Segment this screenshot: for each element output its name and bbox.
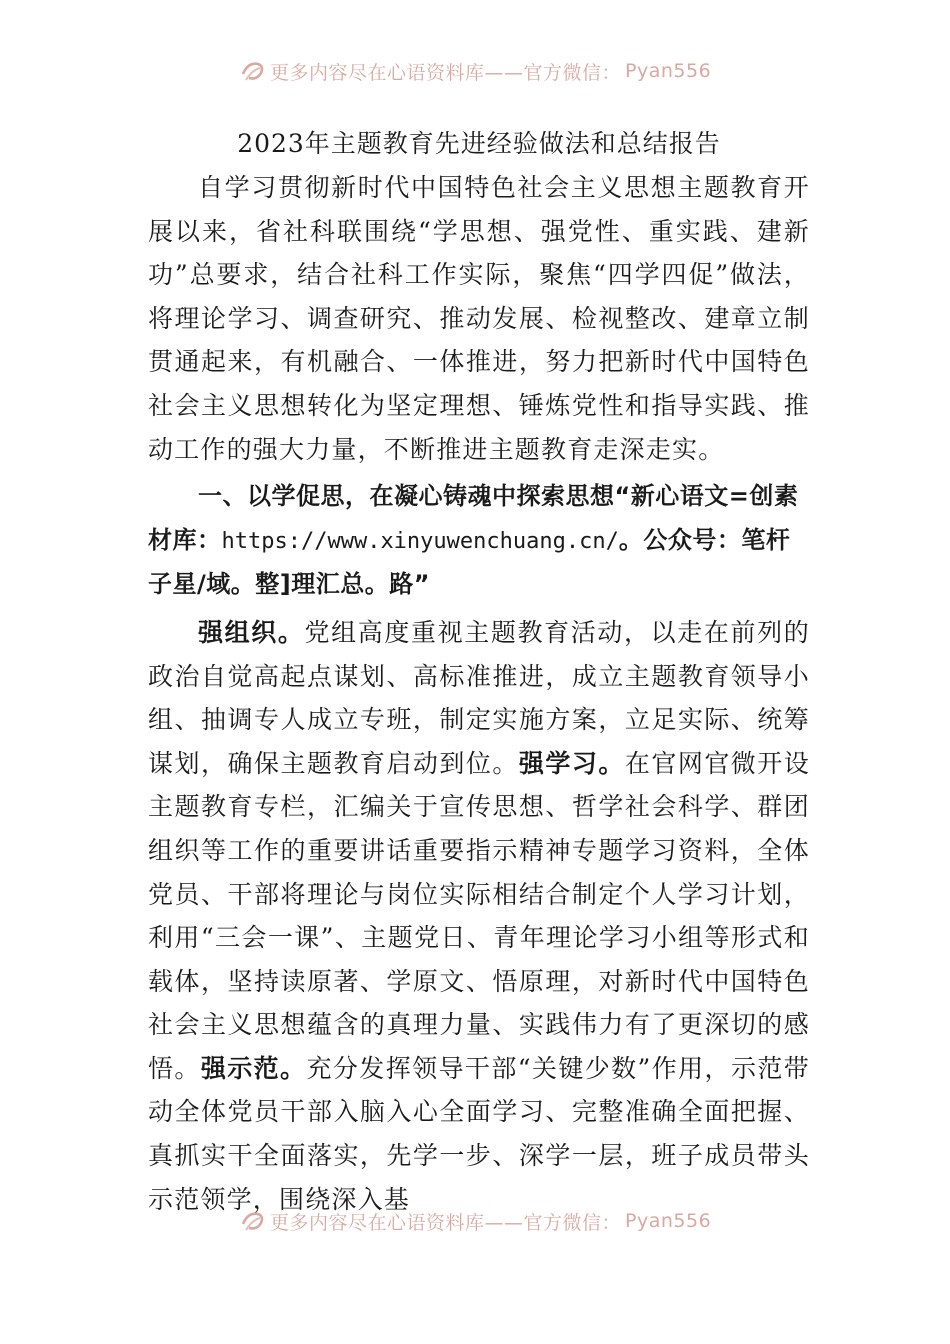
lead-strengthen-demonstration: 强示范。: [200, 1053, 307, 1083]
watermark-footer: [240, 1206, 711, 1236]
section-heading-1: [148, 475, 810, 607]
section-heading-text-a: 一、以学促思，在凝心铸魂中探索思想“新心语文=创素材库：: [148, 482, 799, 554]
text-strengthen-learning: 在官网官微开设主题教育专栏，汇编关于宣传思想、哲学社会科学、群团组织等工作的重要讲话重要指示精神专题学习资料，全体党员、干部将理论与岗位实际相结合制定个人学习计划，利用“三会一课”、主题党日、青年理论学习小组等形式和载体，坚持读原著、学原文、悟原理，对新时代中国特色社会主义思想蕴含的真理力量、实践伟力有了更深切的感悟。: [148, 748, 810, 1083]
source-url: https://www.xinyuwenchuang.cn/: [221, 528, 619, 554]
document-title: 2023年主题教育先进经验做法和总结报告: [237, 129, 721, 158]
text-strengthen-organization: 党组高度重视主题教育活动，以走在前列的政治自觉高起点谋划、高标准推进，成立主题教育领导小组、抽调专人成立专班，制定实施方案，立足实际、统筹谋划，确保主题教育启动到位。: [148, 617, 810, 778]
watermark-id: Pyan556: [625, 60, 712, 82]
brand-logo-icon: [240, 58, 266, 84]
lead-strengthen-organization: 强组织。: [198, 617, 305, 647]
text-strengthen-demonstration: 充分发挥领导干部“关键少数”作用，示范带动全体党员干部入脑入心全面学习、完整准确全面把握、真抓实干全面落实，先学一步、深学一层，班子成员带头示范领学，围绕深入基: [148, 1053, 810, 1214]
watermark-header: [240, 56, 711, 86]
body-paragraph-2: [148, 611, 810, 1221]
watermark-text: 更多内容尽在心语资料库——官方微信：: [270, 61, 622, 84]
lead-strengthen-learning: 强学习。: [518, 748, 625, 778]
brand-logo-icon: [240, 1208, 266, 1234]
watermark-text: 更多内容尽在心语资料库——官方微信：: [270, 1211, 622, 1234]
watermark-id: Pyan556: [625, 1210, 712, 1232]
intro-paragraph: 自学习贯彻新时代中国特色社会主义思想主题教育开展以来，省社科联围绕“学思想、强党性、重实践、建新功”总要求，结合社科工作实际，聚焦“四学四促”做法，将理论学习、调查研究、推动发展、检视整改、建章立制贯通起来，有机融合、一体推进，努力把新时代中国特色社会主义思想转化为坚定理想、锤炼党性和指导实践、推动工作的强大力量，不断推进主题教育走深走实。: [148, 173, 810, 464]
document-page: [148, 122, 810, 1221]
section-heading-text-b: 。公众号：笔杆子星/域。整]理汇总。路”: [148, 525, 791, 599]
